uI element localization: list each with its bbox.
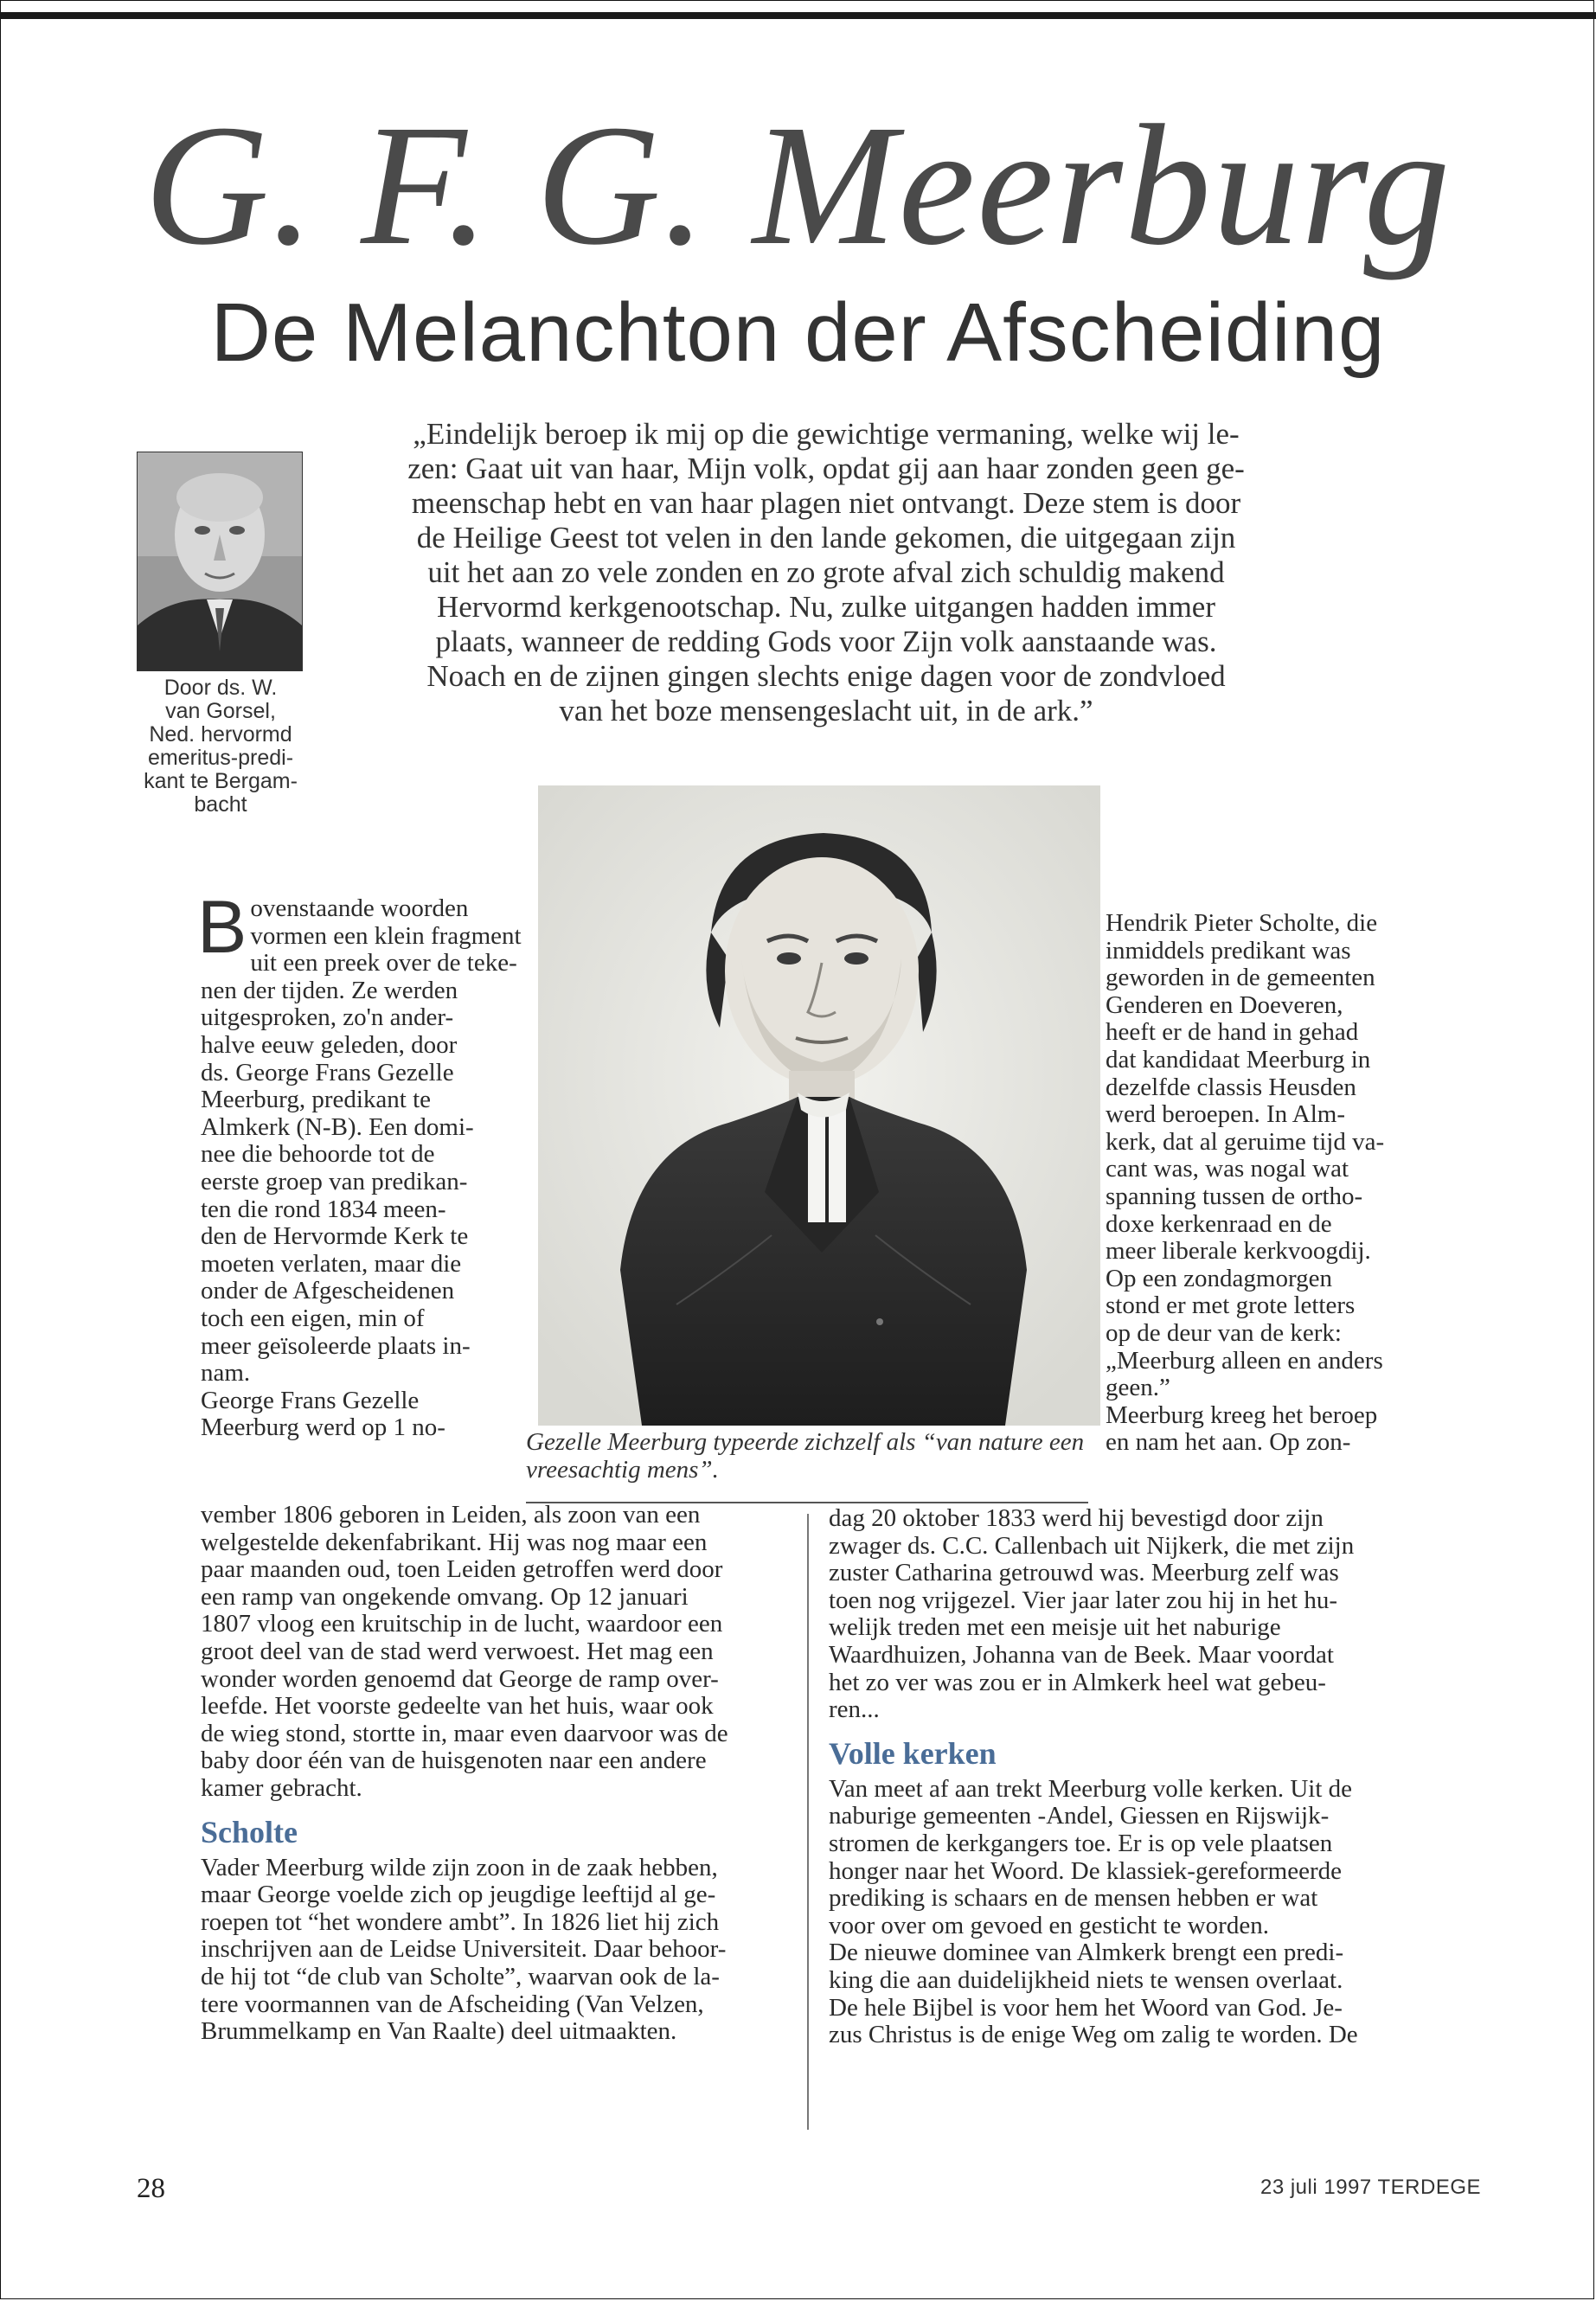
body-line: tere voormannen van de Afscheiding (Van Velzen, (201, 1990, 704, 2018)
body-line: zus Christus is de enige Weg om zalig te worden. De (829, 2021, 1358, 2049)
body-line: meer geïsoleerde plaats in- (201, 1331, 471, 1360)
body-line: Op een zondagmorgen (1106, 1264, 1332, 1292)
body-left-column (197, 886, 522, 1442)
body-line: kamer gebracht. (201, 1773, 362, 1802)
body-line: nee die behoorde tot de (201, 1140, 435, 1169)
body-line: 1807 vloog een kruitschip in de lucht, waardoor een (201, 1610, 723, 1638)
intro-line: meenschap hebt en van haar plagen niet ontvangt. Deze stem is door (411, 486, 1241, 520)
portrait-caption: Gezelle Meerburg typeerde zichzelf als “van nature een vreesachtig mens”. (526, 1428, 1085, 1484)
body-line: ten die rond 1834 meen- (201, 1195, 446, 1223)
body-line: vormen een klein fragment (250, 921, 522, 950)
body-line: stond er met grote letters (1106, 1292, 1356, 1320)
body-line: op de deur van de kerk: (1106, 1318, 1342, 1347)
body-line: Meerburg werd op 1 no- (201, 1413, 445, 1442)
body-line: uit een preek over de teke- (250, 949, 517, 977)
intro-line: uit het aan zo vele zonden en zo grote afval zich schuldig makend (427, 555, 1225, 589)
body-line: Waardhuizen, Johanna van de Beek. Maar voordat (829, 1640, 1334, 1669)
dropcap: B (197, 886, 247, 969)
issue-footer: 23 juli 1997 TERDEGE (1259, 2176, 1481, 2199)
body-line: king die aan duidelijkheid niets te wensen overlaat. (829, 1965, 1343, 1994)
body-line: „Meerburg alleen en anders (1106, 1346, 1383, 1375)
body-line: de hij tot “de club van Scholte”, waarvan ook de la- (201, 1962, 720, 1990)
author-caption-line: emeritus-predi- (147, 746, 294, 770)
column-divider (807, 1514, 809, 2130)
body-line: toen nog vrijgezel. Vier jaar later zou hij in het hu- (829, 1586, 1337, 1614)
body-line: De hele Bijbel is voor hem het Woord van God. Je- (829, 1993, 1343, 2022)
body-line: voor over om gevoed en gesticht te worden. (829, 1911, 1269, 1939)
body-line: cant was, was nogal wat (1106, 1155, 1349, 1183)
body-line: een ramp van ongekende omvang. Op 12 januari (201, 1582, 689, 1611)
body-line: de wieg stond, stortte in, maar even daarvoor was de (201, 1719, 728, 1747)
intro-line: van het boze mensengeslacht uit, in de ark.” (559, 694, 1093, 727)
intro-line: zen: Gaat uit van haar, Mijn volk, opdat gij aan haar zonden geen ge- (407, 452, 1245, 485)
body-line: eerste groep van predikan- (201, 1167, 468, 1195)
body-bottom-left (201, 1502, 789, 2046)
body-line: toch een eigen, min of (201, 1304, 425, 1332)
intro-line: plaats, wanneer de redding Gods voor Zijn volk aanstaande was. (435, 625, 1217, 658)
body-line: dezelfde classis Heusden (1106, 1073, 1356, 1101)
body-line: vember 1806 geboren in Leiden, als zoon van een (201, 1501, 701, 1529)
body-line: moeten verlaten, maar die (201, 1249, 462, 1278)
body-line: den de Hervormde Kerk te (201, 1222, 469, 1251)
body-line: dag 20 oktober 1833 werd hij bevestigd door zijn (829, 1504, 1324, 1532)
body-line: leefde. Het voorste gedeelte van het huis, waar ook (201, 1692, 714, 1721)
intro-line: Noach en de zijnen gingen slechts enige dagen voor de zondvloed (426, 659, 1226, 693)
body-line: inmiddels predikant was (1106, 936, 1351, 965)
section-heading-volle-kerken: Volle kerken (829, 1735, 997, 1771)
body-line: welgestelde dekenfabrikant. Hij was nog maar een (201, 1528, 708, 1556)
body-line: prediking is schaars en de mensen hebben er wat (829, 1884, 1318, 1913)
body-line: Almkerk (N-B). Een domi- (201, 1112, 474, 1141)
intro-line: de Heilige Geest tot velen in den lande gekomen, die uitgegaan zijn (416, 521, 1236, 554)
body-line: en nam het aan. Op zon- (1106, 1428, 1351, 1457)
intro-line: „Eindelijk beroep ik mij op die gewichtige vermaning, welke wij le- (413, 417, 1240, 451)
author-caption-line: van Gorsel, (165, 699, 276, 723)
body-line: doxe kerkenraad en de (1106, 1209, 1332, 1238)
body-line: stromen de kerkgangers toe. Er is op vele plaatsen (829, 1829, 1333, 1857)
author-caption (130, 676, 311, 817)
body-line: ds. George Frans Gezelle (201, 1058, 454, 1086)
body-line: nen der tijden. Ze werden (201, 976, 458, 1004)
author-photo (137, 452, 303, 671)
body-line: groot deel van de stad werd verwoest. Het mag een (201, 1637, 714, 1665)
body-line: spanning tussen de ortho- (1106, 1182, 1363, 1210)
body-line: wonder worden genoemd dat George de ramp over- (201, 1664, 719, 1693)
body-line: werd beroepen. In Alm- (1106, 1100, 1346, 1129)
body-line: inschrijven aan de Leidse Universiteit. Daar behoor- (201, 1935, 727, 1964)
body-line: zuster Catharina getrouwd was. Meerburg zelf was (829, 1559, 1339, 1587)
body-line: welijk treden met een meisje uit het naburige (829, 1613, 1281, 1642)
body-line: De nieuwe dominee van Almkerk brengt een predi- (829, 1939, 1344, 1967)
top-rule (0, 12, 1596, 19)
body-line: halve eeuw geleden, door (201, 1030, 458, 1059)
author-caption-line: kant te Bergam- (144, 769, 298, 793)
intro-line: Hervormd kerkgenootschap. Nu, zulke uitgangen hadden immer (436, 590, 1215, 624)
body-line: George Frans Gezelle (201, 1386, 420, 1414)
article-subtitle: De Melanchton der Afscheiding (210, 286, 1386, 379)
body-line: Meerburg, predikant te (201, 1086, 432, 1114)
body-line: paar maanden oud, toen Leiden getroffen werd door (201, 1555, 723, 1584)
body-line: ovenstaande woorden (250, 894, 469, 922)
body-line: naburige gemeenten -Andel, Giessen en Rijswijk- (829, 1802, 1330, 1830)
body-line: honger naar het Woord. De klassiek-gereformeerde (829, 1856, 1342, 1885)
body-line: Vader Meerburg wilde zijn zoon in de zaak hebben, (201, 1853, 718, 1881)
intro-quote (342, 417, 1311, 728)
article-title: G. F. G. Meerburg (144, 90, 1452, 281)
body-line: geworden in de gemeenten (1106, 964, 1375, 992)
body-line: uitgesproken, zo'n ander- (201, 1003, 454, 1032)
body-line: maar George voelde zich op jeugdige leeftijd al ge- (201, 1881, 716, 1909)
body-line: roepen tot “het wondere ambt”. In 1826 liet hij zich (201, 1907, 720, 1936)
body-line: zwager ds. C.C. Callenbach uit Nijkerk, die met zijn (829, 1531, 1355, 1560)
body-line: Van meet af aan trekt Meerburg volle kerken. Uit de (829, 1774, 1353, 1803)
body-line: het zo ver was zou er in Almkerk heel wat gebeu- (829, 1668, 1326, 1696)
section-heading-scholte: Scholte (201, 1814, 298, 1849)
body-line: baby door één van de huisgenoten naar een andere (201, 1747, 707, 1775)
body-line: Hendrik Pieter Scholte, die (1106, 909, 1378, 937)
body-line: Meerburg kreeg het beroep (1106, 1400, 1378, 1429)
body-right-column (1106, 910, 1417, 1457)
author-caption-line: Door ds. W. (163, 676, 278, 700)
body-line: onder de Afgescheidenen (201, 1277, 455, 1305)
body-line: heeft er de hand in gehad (1106, 1018, 1359, 1047)
body-line: nam. (201, 1359, 251, 1388)
meerburg-portrait (538, 785, 1100, 1426)
body-bottom-right (829, 1505, 1426, 2049)
body-line: dat kandidaat Meerburg in (1106, 1045, 1371, 1074)
author-caption-line: Ned. hervormd (149, 722, 292, 747)
body-line: ren... (829, 1695, 880, 1724)
page-number: 28 (137, 2173, 165, 2204)
author-caption-line: bacht (194, 792, 247, 817)
body-line: kerk, dat al geruime tijd va- (1106, 1127, 1385, 1156)
body-line: Brummelkamp en Van Raalte) deel uitmaakten. (201, 2017, 677, 2046)
body-line: meer liberale kerkvoogdij. (1106, 1237, 1371, 1266)
body-line: geen.” (1106, 1374, 1170, 1402)
body-line: Genderen en Doeveren, (1106, 990, 1343, 1019)
